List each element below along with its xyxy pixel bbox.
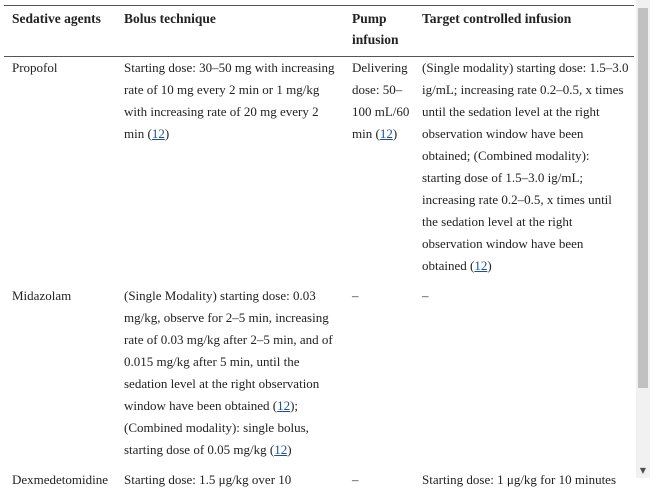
table-row [4, 467, 634, 497]
cell-pump: – [352, 288, 359, 303]
reference-link[interactable]: 12 [379, 126, 393, 141]
cell-bolus [116, 283, 344, 467]
cell-tci: – [422, 288, 429, 303]
cell-bolus-text: (Single Modality) starting dose: 0.03 mg/kg, observe for 2–5 min, increasing rate of 0.03 mg/kg after 2–5 min, and of 0.015 mg/kg after 5 min, until the sedation level at the right observation window have been obtained ( [124, 288, 333, 413]
cell-pump-text: Delivering dose: 50–100 mL/60 min ( [352, 60, 410, 141]
cell-tci [414, 55, 634, 283]
cell-pump: – [352, 472, 359, 487]
cell-agent: Midazolam [12, 288, 72, 303]
cell-bolus-tail: ) [164, 126, 170, 141]
cell-bolus: Starting dose: 1.5 μg/kg over 10 [124, 472, 292, 487]
cell-agent: Dexmedetomidine [12, 472, 109, 487]
vertical-scrollbar[interactable] [636, 0, 650, 478]
table-row [4, 283, 634, 467]
header-bolus: Bolus technique [124, 11, 216, 26]
cell-tci-tail: ) [487, 258, 492, 273]
cell-agent: Propofol [12, 60, 58, 75]
cell-bolus-tail: ) [287, 442, 292, 457]
table-row [4, 55, 634, 283]
table-header-row [4, 6, 634, 55]
reference-link[interactable]: 12 [151, 126, 165, 141]
scrollbar-thumb[interactable] [638, 8, 648, 388]
cell-bolus-mid: ); (Combined modality): single bolus, starting dose of 0.05 mg/kg ( [124, 398, 309, 457]
scroll-down-arrow-icon[interactable]: ▼ [639, 466, 647, 475]
reference-link[interactable]: 12 [274, 442, 288, 457]
reference-link[interactable]: 12 [277, 398, 291, 413]
cell-bolus-text: Starting dose: 30–50 mg with increasing rate of 10 mg every 2 min or 1 mg/kg with increasing rate of 20 mg every 2 min ( [124, 60, 335, 141]
cell-tci-text: (Single modality) starting dose: 1.5–3.0 ig/mL; increasing rate 0.2–0.5, x times until the sedation level at the right observation window have been obtained; (Combined modality): starting dose of 1.5–3.0 ig/mL; increasing rate 0.2–0.5, x times until the sedation level at the right observation window have been obtained ( [422, 60, 629, 273]
cell-pump-tail: ) [392, 126, 398, 141]
sedation-table [4, 6, 634, 497]
cell-tci: Starting dose: 1 μg/kg for 10 minutes [422, 472, 617, 487]
header-agent: Sedative agents [12, 11, 101, 26]
cell-bolus [116, 55, 344, 283]
header-tci: Target controlled infusion [422, 11, 572, 26]
reference-link[interactable]: 12 [474, 258, 488, 273]
cell-pump [344, 55, 414, 283]
header-pump: Pump infusion [352, 11, 399, 47]
